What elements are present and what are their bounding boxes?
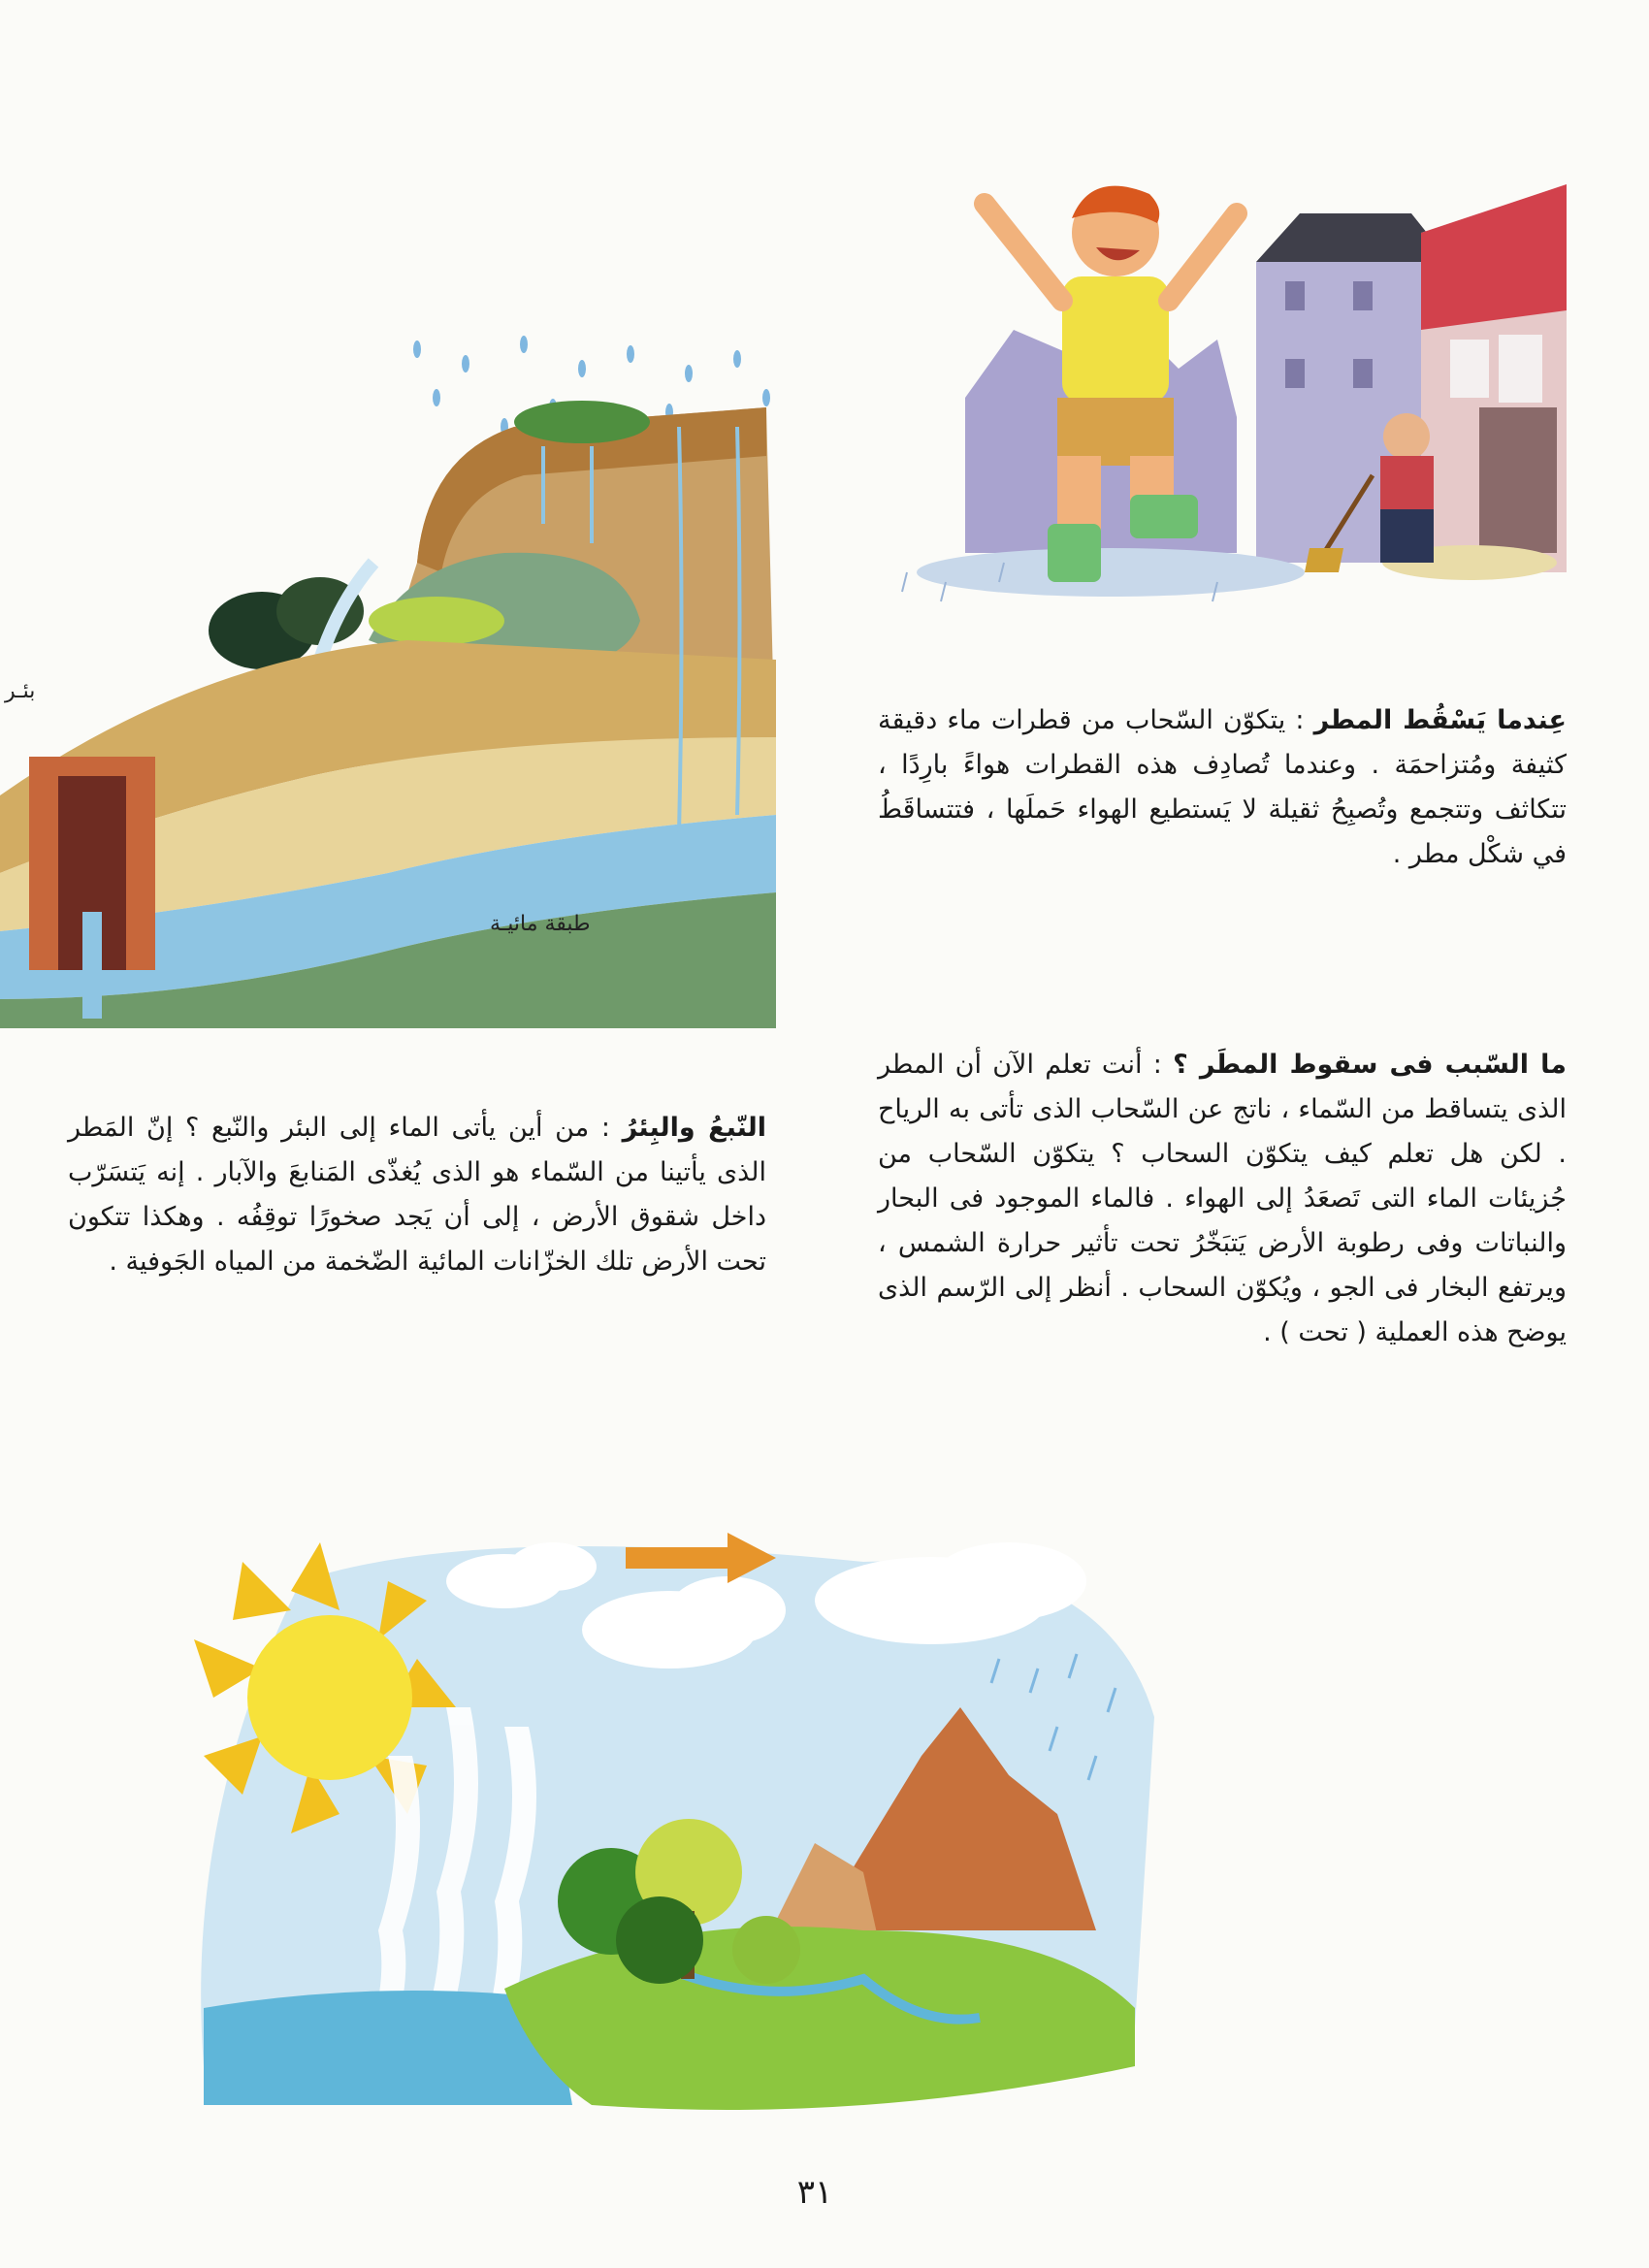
- section-rain-falls-heading: عِندما يَسْقُط المطر: [1313, 705, 1567, 735]
- section-spring-well-heading: النّبعُ والبِئرُ: [622, 1113, 766, 1143]
- section-rain-falls: [878, 698, 1567, 877]
- section-rain-falls-body: : يتكوّن السّحاب من قطرات ماء دقيقة كثيفة ومُتزاحمَة . وعندما تُصادِف هذه القطرات هواءً بارِدًا ، تتكاثف وتتجمع وتُصبِحُ ثقيلة لا يَستطيع الهواء حَملَها ، فتتساقَطُ في شكْل مطر .: [878, 705, 1567, 869]
- section-spring-well: [68, 1106, 766, 1284]
- page-number: ٣١: [796, 2173, 833, 2212]
- illustration-water-cycle: [184, 1523, 1174, 2124]
- section-rain-cause-heading: ما السّبب فى سقوط المطَر ؟: [1173, 1050, 1567, 1080]
- illustration-boy-rain: [868, 165, 1567, 621]
- section-spring-well-body: : من أين يأتى الماء إلى البئر والنّبع ؟ إنّ المَطر الذى يأتينا من السّماء هو الذى يُغذّى المَنابعَ والآبار . إنه يَتسَرّب داخل شقوق الأرض ، إلى أن يَجد صخورًا توقِفُه . وهكذا تتكون تحت الأرض تلك الخزّانات المائية الضّخمة من المياه الجَوفية .: [68, 1113, 766, 1277]
- section-rain-cause: [878, 1043, 1567, 1355]
- label-well: بئـر: [5, 679, 36, 703]
- section-rain-cause-body: : أنت تعلم الآن أن المطر الذى يتساقط من السّماء ، ناتج عن السّحاب الذى تأتى به الرياح . لكن هل تعلم كيف يتكوّن السحاب ؟ يتكوّن السّحاب من جُزيئات الماء التى تَصعَدُ إلى الهواء . فالماء الموجود فى البحار والنباتات وفى رطوبة الأرض يَتبَخّرُ تحت تأثير حرارة الشمس ، ويرتفع البخار فى الجو ، ويُكوّن السحاب . أنظر إلى الرّسم الذى يوضح هذه العملية ( تحت ) .: [878, 1050, 1567, 1347]
- illustration-aquifer: [0, 330, 795, 1028]
- label-water-layer: طبقة مائيـة: [490, 912, 591, 936]
